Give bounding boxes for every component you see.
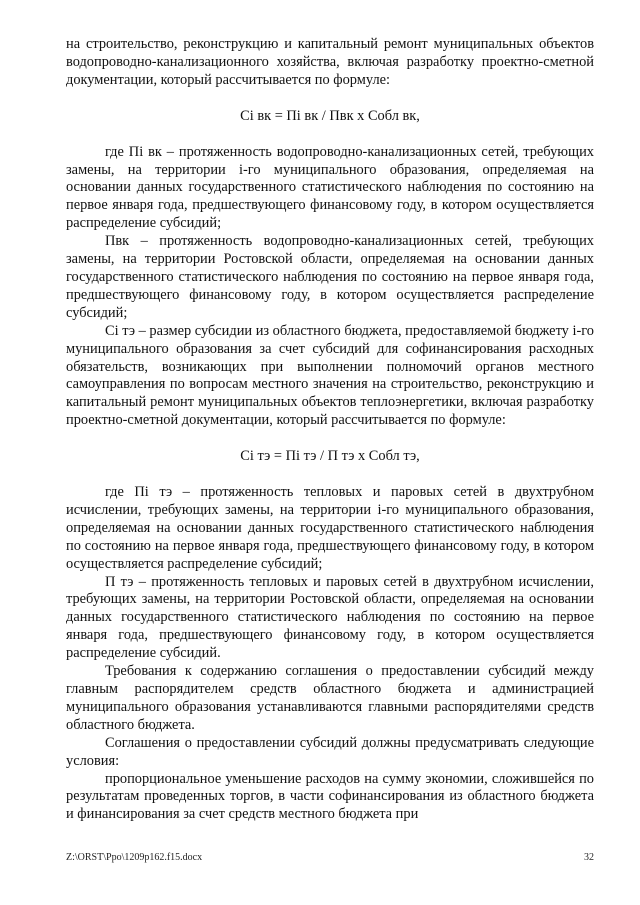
formula: Сі вк = Пі вк / Пвк х Собл вк, <box>240 107 420 124</box>
paragraph: Пвк – протяженность водопроводно-канализационных сетей, требующих замены, на территории Ростовской области, определяемая на основании данных государственного статистического наблюдения по состоянию на первое января года, предшествующего финансовому году, в котором осуществляется распределение субсидий; <box>66 233 594 321</box>
paragraph: Сі тэ – размер субсидии из областного бюджета, предоставляемой бюджету і-го муниципального образования за счет субсидий для софинансирования расходных обязательств, возникающих при выполнении полномочий органов местного самоуправления по вопросам местного значения на строительство, реконструкцию и капитальный ремонт муниципальных объектов теплоэнергетики, включая разработку проектно-сметной документации, который рассчитывается по формуле: <box>66 322 594 429</box>
paragraph: на строительство, реконструкцию и капитальный ремонт муниципальных объектов водопроводно-канализационного хозяйства, включая разработку проектно-сметной документации, который рассчитывается по формуле: <box>66 36 594 88</box>
paragraph: П тэ – протяженность тепловых и паровых сетей в двухтрубном исчислении, требующих замены, на территории Ростовской области, определяемая на основании данных государственного статистического наблюдения по состоянию на первое января года, предшествующего финансовому году, в котором осуществляется распределение субсидий. <box>66 573 594 662</box>
formula: Сі тэ = Пі тэ / П тэ х Собл тэ, <box>240 448 420 465</box>
document-body <box>66 36 594 824</box>
paragraph: где Пі тэ – протяженность тепловых и паровых сетей в двухтрубном исчислении, требующих замены, на территории і-го муниципального образования, определяемая на основании данных государственного статистического наблюдения по состоянию на первое января года, предшествующего финансовому году, в котором осуществляется распределение субсидий; <box>66 484 594 572</box>
paragraph: Соглашения о предоставлении субсидий должны предусматривать следующие условия: <box>66 734 594 769</box>
paragraph: где Пі вк – протяженность водопроводно-канализационных сетей, требующих замены, на территории і-го муниципального образования, определяемая на основании данных государственного статистического наблюдения по состоянию на первое января года, предшествующего финансовому году, в котором осуществляется распределение субсидий; <box>66 143 594 232</box>
footer-file-path: Z:\ORST\Ppo\1209p162.f15.docx <box>66 852 203 863</box>
page-number: 32 <box>584 852 594 863</box>
paragraph: пропорциональное уменьшение расходов на сумму экономии, сложившейся по результатам проведенных торгов, в части софинансирования из областного бюджета и финансирования за счет средств местного бюджета при <box>66 770 594 823</box>
paragraph: Требования к содержанию соглашения о предоставлении субсидий между главным распорядителем средств областного бюджета и администрацией муниципального образования устанавливаются главными распорядителями средств областного бюджета. <box>66 663 594 733</box>
